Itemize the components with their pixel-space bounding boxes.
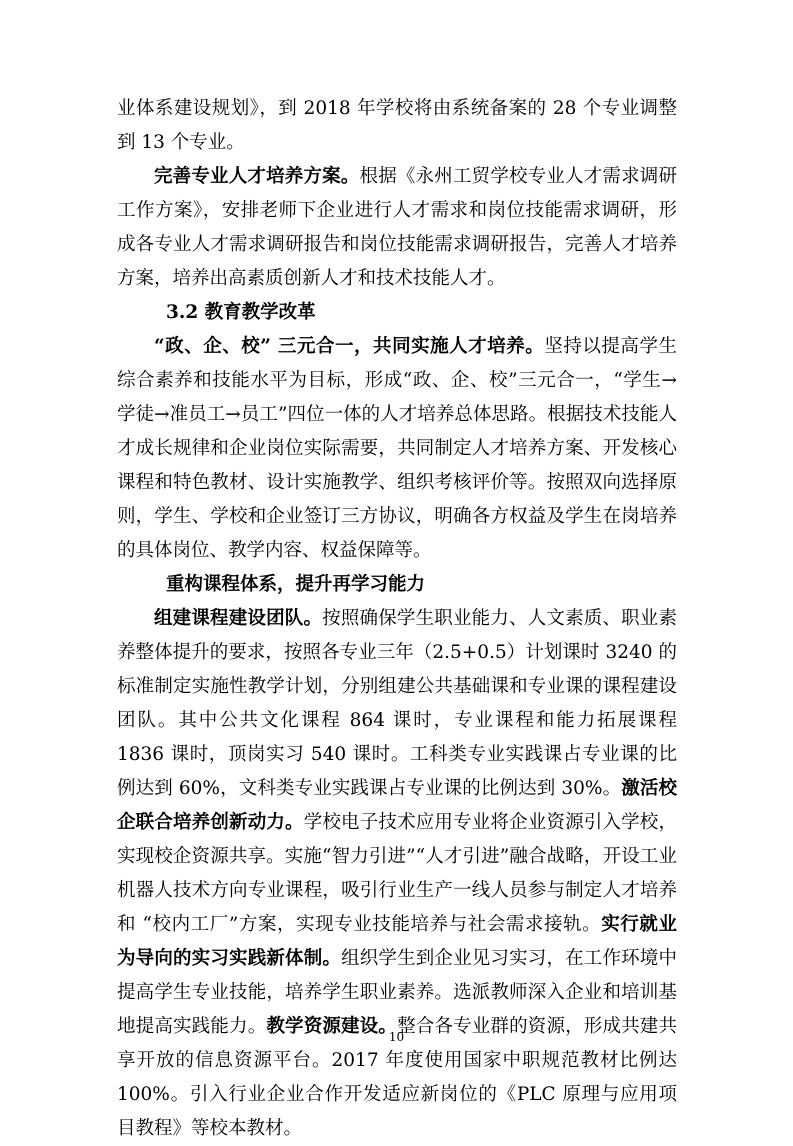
paragraph-lead-bold: 完善专业人才培养方案。 bbox=[154, 166, 360, 187]
paragraph-text: 组织学生到企业见习实习，在工作环境中提高学生专业技能，培养学生职业素养。选派教师深入企业和培训基地提高实践能力。 bbox=[117, 948, 677, 1037]
paragraph-text: 根据《永州工贸学校专业人才需求调研工作方案》，安排老师下企业进行人才需求和岗位技能需求调研，形成各专业人才需求调研报告和岗位技能需求调研报告，完善人才培养方案，培养出高素质创新人才和技术技能人才。 bbox=[117, 166, 677, 289]
paragraph-inline-bold: 激活校企联合培养创新动力。 bbox=[117, 778, 677, 833]
paragraph-text: 学校电子技术应用专业将企业资源引入学校，实现校企资源共享。实施“智力引进”“人才引进”融合战略，开设工业机器人技术方向专业课程，吸引行业生产一线人员参与制定人才培养和 “校内工厂”方案，实现专业技能培养与社会需求接轨。 bbox=[117, 812, 677, 935]
paragraph-text: 坚持以提高学生综合素养和技能水平为目标，形成“政、企、校”三元合一，“学生→学徒→准员工→员工”四位一体的人才培养总体思路。根据技术技能人才成长规律和企业岗位实际需要，共同制定人才培养方案、开发核心课程和特色教材、设计实施教学、组织考核评价等。按照双向选择原则，学生、学校和企业签订三方协议，明确各方权益及学生在岗培养的具体岗位、教学内容、权益保障等。 bbox=[117, 336, 677, 561]
paragraph-inline-bold: 教学资源建设。 bbox=[266, 1016, 398, 1037]
paragraph-inline-bold: 实行就业为导向的实习实践新体制。 bbox=[117, 914, 677, 969]
paragraph-lead-bold: 组建课程建设团队。 bbox=[154, 608, 323, 629]
paragraph-curriculum-team bbox=[117, 602, 677, 1146]
paragraph-text: 按照确保学生职业能力、人文素质、职业素养整体提升的要求，按照各专业三年（2.5+0.5）计划课时 3240 的标准制定实施性教学计划，分别组建公共基础课和专业课的课程建设团队。其中公共文化课程 864 课时，专业课程和能力拓展课程 1836 课时，顶岗实习 540 课时。工科类专业实践课占专业课的比例达到 60%，文科类专业实践课占专业课的比例达到 30%。 bbox=[117, 608, 677, 799]
paragraph-text: 整合各专业群的资源，形成共建共享开放的信息资源平台。2017 年度使用国家中职规范教材比例达 100%。引入行业企业合作开发适应新岗位的《PLC 原理与应用项目教程》等校本教材。 bbox=[117, 1016, 677, 1139]
paragraph-lead-bold: “政、企、校” 三元合一，共同实施人才培养。 bbox=[154, 336, 545, 357]
subheading-curriculum: 重构课程体系，提升再学习能力 bbox=[166, 574, 426, 595]
paragraph-continued: 业体系建设规划》，到 2018 年学校将由系统备案的 28 个专业调整到 13 个专业。 bbox=[117, 98, 677, 153]
document-body bbox=[117, 92, 677, 1146]
page-number: 10 bbox=[388, 1030, 405, 1044]
paragraph-three-in-one bbox=[117, 330, 677, 568]
paragraph-training-plan bbox=[117, 160, 677, 296]
section-heading-3-2: 3.2 教育教学改革 bbox=[166, 302, 316, 323]
